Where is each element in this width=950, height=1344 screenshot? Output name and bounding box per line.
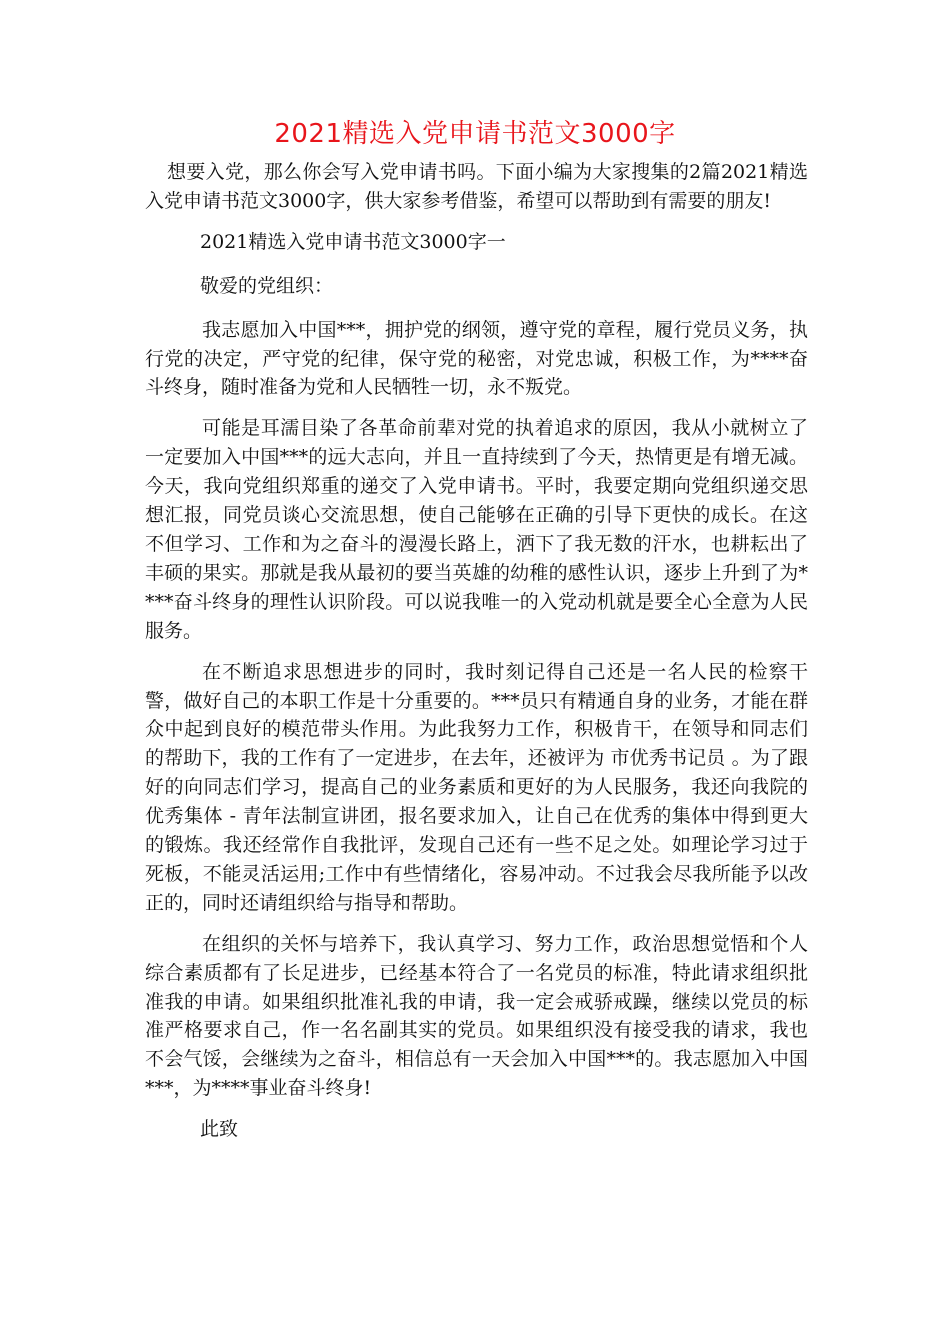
document-title: 2021精选入党申请书范文3000字: [274, 119, 676, 149]
body-paragraph: 在不断追求思想进步的同时，我时刻记得自己还是一名人民的检察干警，做好自己的本职工作是十分重要的。***员只有精通自身的业务，才能在群众中起到良好的模范带头作用。为此我努力工作，积极肯干，在领导和同志们的帮助下，我的工作有了一定进步，在去年，还被评为 市优秀书记员 。为了跟好的向同志们学习，提高自己的业务素质和更好的为人民服务，我还向我院的优秀集体 - 青年法制宣讲团，报名要求加入，让自己在优秀的集体中得到更大的锻炼。我还经常作自我批评，发现自己还有一些不足之处。如理论学习过于死板，不能灵活运用;工作中有些情绪化，容易冲动。不过我会尽我所能予以改正的，同时还请组织给与指导和帮助。: [145, 660, 808, 914]
body-paragraph: 在组织的关怀与培养下，我认真学习、努力工作，政治思想觉悟和个人综合素质都有了长足进步，已经基本符合了一名党员的标准，特此请求组织批准我的申请。如果组织批准礼我的申请，我一定会戒骄戒躁，继续以党员的标准严格要求自己，作一名名副其实的党员。如果组织没有接受我的请求，我也不会气馁，会继续为之奋斗，相信总有一天会加入中国***的。我志愿加入中国***，为****事业奋斗终身!: [145, 932, 808, 1100]
salutation: 敬爱的党组织：: [200, 274, 334, 297]
body-paragraph: 可能是耳濡目染了各革命前辈对党的执着追求的原因，我从小就树立了一定要加入中国***的远大志向，并且一直持续到了今天，热情更是有增无减。今天，我向党组织郑重的递交了入党申请书。平时，我要定期向党组织递交思想汇报，同党员谈心交流思想，使自己能够在正确的引导下更快的成长。在这不但学习、工作和为之奋斗的漫漫长路上，洒下了我无数的汗水，也耕耘出了丰硕的果实。那就是我从最初的要当英雄的幼稚的感性认识，逐步上升到了为****奋斗终身的理性认识阶段。可以说我唯一的入党动机就是要全心全意为人民服务。: [145, 417, 808, 642]
closing-line: 此致: [200, 1118, 239, 1141]
body-paragraph: 我志愿加入中国***，拥护党的纲领，遵守党的章程，履行党员义务，执行党的决定，严守党的纪律，保守党的秘密，对党忠诚，积极工作，为****奋斗终身，随时准备为党和人民牺牲一切，永不叛党。: [145, 318, 808, 399]
document-body: [145, 158, 808, 1156]
section-heading: 2021精选入党申请书范文3000字一: [200, 230, 506, 253]
intro-paragraph: 想要入党，那么你会写入党申请书吗。下面小编为大家搜集的2篇2021精选入党申请书范文3000字，供大家参考借鉴，希望可以帮助到有需要的朋友!: [145, 161, 808, 212]
